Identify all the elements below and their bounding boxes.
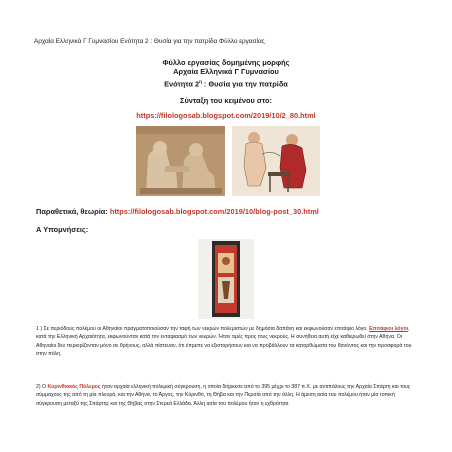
- author-label: Σύνταξη του κειμένου στο:: [180, 96, 272, 105]
- worksheet-title: [0, 58, 452, 89]
- paragraph-2: [36, 383, 420, 408]
- grave-stele-relief-drawing: [136, 126, 225, 196]
- title-line-2: Αρχαία Ελληνικά Γ Γυμνασίου: [173, 67, 279, 77]
- title-line-1: Φύλλο εργασίας δομημένης μορφής: [162, 58, 290, 67]
- page-header: Αρχαία Ελληνικά Γ Γυμνασίου Ενότητα 2 : Θυσία για την πατρίδα Φύλλο εργασίας: [34, 38, 265, 45]
- lekythos-painting-image: [232, 126, 320, 196]
- paragraph-2-part-a: 2) Ο: [36, 384, 48, 390]
- title-line-3-sup: η: [199, 78, 202, 84]
- vase-photo-drawing: [198, 239, 254, 319]
- parathetika-link[interactable]: https://filologosab.blogspot.com/2019/10/blog-post_30.html: [109, 207, 319, 216]
- title-line-3-prefix: Ενότητα 2: [164, 79, 200, 89]
- paragraph-1-part-a: 1 ) Σε περιόδους πολέμου οι Αθηναίοι πραγματοποιούσαν την ταφή των νεκρών πολεμιστών με δημόσια δαπάνη και εκφωνούσαν επιτάφιο λόγο.: [36, 326, 370, 332]
- korinthiakos-polemos-term: Κορινθιακός Πόλεμος: [47, 384, 101, 390]
- parathetika-label: Παραθετικά, θεωρία:: [36, 207, 108, 216]
- paragraph-2-part-c: ήταν αρχαία ελληνική πολεμική σύγκρουση, η οποία διήρκεσε από το 395 μέχρι το 387 π.Χ. με αντιπάλους την Αρχαία Σπάρτη και τους σύμμαχους της από τη μία πλευρά, και την Αθήνα, το Άργος, την Κόρινθο, τη Θήβα και την Περσία από την άλλη. Η άμεση αιτία του πολέμου ήταν μία τοπική σύγκρουση μεταξύ της Σπάρτης και της Θήβας στην Στερεά Ελλάδα. Άλλη αιτία του πολέμου ήταν η εχθρότητα: [36, 384, 411, 407]
- parathetika-line: [36, 207, 319, 216]
- vase-photo-image: [198, 239, 254, 319]
- paragraph-1-part-c: , κατά την Ελληνική Αρχαιότητα, εκφωνούνταν κατά τον ενταφιασμό των νεκρών. Ήταν τιμές προς τους νεκρούς. Η συνήθεια αυτή είχε καθιερωθεί στην Αθήνα. Οι Αθηναίοι δεν περιορίζονταν μόνο σε θρήνους, αλλά πίστευαν, ότι έπρεπε να εξιστορήσουν και να προβάλλουν τα κατορθώματα του θανόντος και την προσφορά του στην πόλη.: [36, 326, 412, 358]
- illustrations-row: [136, 126, 320, 196]
- title-line-3: [0, 77, 452, 89]
- title-line-3-suffix: : Θυσία για την πατρίδα: [201, 79, 288, 89]
- author-link[interactable]: https://filologosab.blogspot.com/2019/10/2_80.html: [136, 111, 316, 120]
- lekythos-painting-drawing: [232, 126, 320, 196]
- grave-stele-relief-image: [136, 126, 225, 196]
- paragraph-1: [36, 325, 420, 359]
- author-link-wrap: [0, 111, 452, 120]
- epitaphioi-logoi-term: Επιτάφιοι λόγοι: [369, 326, 409, 332]
- hypomniseis-heading: Α Υπομνήσεις:: [36, 225, 89, 234]
